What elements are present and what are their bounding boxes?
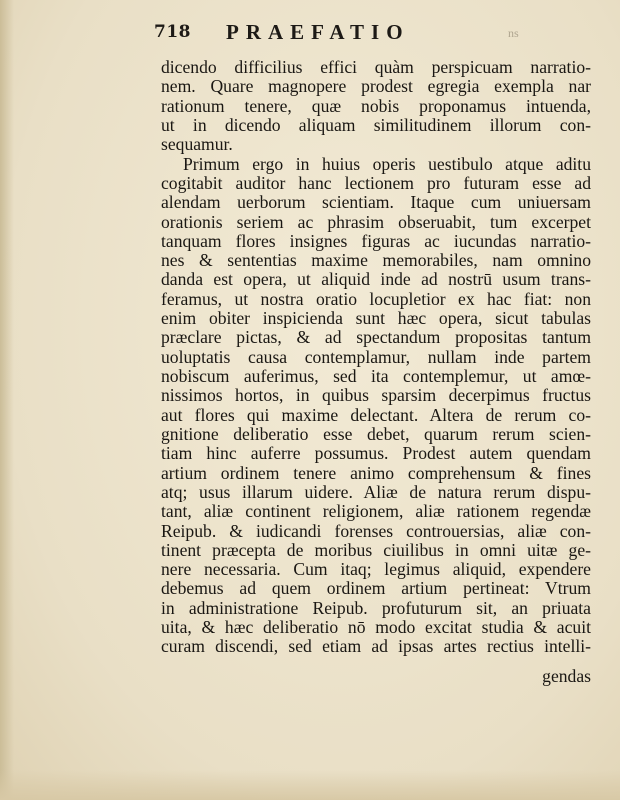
text-line: danda est opera, ut aliquid inde ad nostrū usum trans- — [161, 269, 591, 290]
text-line: feramus, ut nostra oratio locupletior ex hac fiat: non — [161, 288, 591, 309]
text-line: sequamur. — [161, 134, 233, 155]
text-line: gnitione deliberatio esse debet, quarum rerum scien- — [161, 423, 591, 444]
text-line: dicendo difficilius effici quàm perspicuam narratio- — [161, 57, 591, 77]
text-line: enim obiter inspicienda sunt hæc opera, sicut tabulas — [161, 308, 591, 329]
text-line: nissimos hortos, in quibus sparsim decerpimus fructus — [161, 385, 591, 406]
text-line: artium ordinem tenere animo comprehensum & fines — [161, 462, 591, 483]
page-number: 718 — [154, 22, 191, 42]
text-line: nere necessaria. Cum itaq; legimus aliquid, expendere — [161, 559, 591, 580]
text-line: curam discendi, sed etiam ad ipsas artes rectius intelli- — [161, 636, 591, 657]
page-gutter-shadow — [0, 0, 14, 800]
text-line: in administratione Reipub. profuturum sit, an priuata — [161, 597, 591, 618]
text-line-paragraph-start: Primum ergo in huius operis uestibulo atque aditu — [183, 153, 591, 174]
text-line: Reipub. & iudicandi forenses controuersias, aliæ con- — [161, 520, 591, 541]
text-line: tanquam flores insignes figuras ac iucundas narratio- — [161, 230, 591, 251]
text-line: tant, aliæ continent religionem, aliæ rationem regendæ — [161, 501, 591, 522]
running-title: PRAEFATIO — [226, 20, 410, 44]
text-line: orationis seriem ac phrasim obseruabit, tum excerpet — [161, 211, 591, 232]
text-line: cogitabit auditor hanc lectionem pro futuram esse ad — [161, 172, 591, 193]
running-head — [154, 20, 534, 44]
text-line: uoluptatis causa contemplamur, nullam inde partem — [161, 346, 591, 367]
text-line: ut in dicendo aliquam similitudinem illorum con- — [161, 114, 591, 135]
text-line: aut flores qui maxime delectant. Altera de rerum co- — [161, 404, 591, 425]
bleed-through-mark: ns — [508, 26, 519, 40]
text-line: tiam hinc auferre possumus. Prodest autem quendam — [161, 443, 591, 464]
text-line: præclare pictas, & ad spectandum propositas tantum — [161, 327, 591, 348]
text-line: uita, & hæc deliberatio nō modo excitat studia & acuit — [161, 617, 591, 638]
text-line: nem. Quare magnopere prodest egregia exempla nar — [161, 76, 591, 97]
catchword: gendas — [542, 666, 591, 686]
page-bottom-shadow — [0, 770, 620, 800]
body-text — [161, 58, 591, 657]
text-line: rationum tenere, quæ nobis proponamus intuenda, — [161, 95, 591, 116]
text-line: nes & sententias maxime memorabiles, nam omnino — [161, 250, 591, 271]
text-line: atq; usus illarum uidere. Aliæ de natura rerum dispu- — [161, 481, 591, 502]
text-line: tinent præcepta de moribus ciuilibus in omni uitæ ge- — [161, 539, 591, 560]
text-line: debemus ad quem ordinem artium pertineat: Vtrum — [161, 578, 591, 599]
text-line: nobiscum auferimus, sed ita contemplemur, ut amœ- — [161, 366, 591, 386]
text-line: alendam uerborum scientiam. Itaque cum uniuersam — [161, 192, 591, 213]
